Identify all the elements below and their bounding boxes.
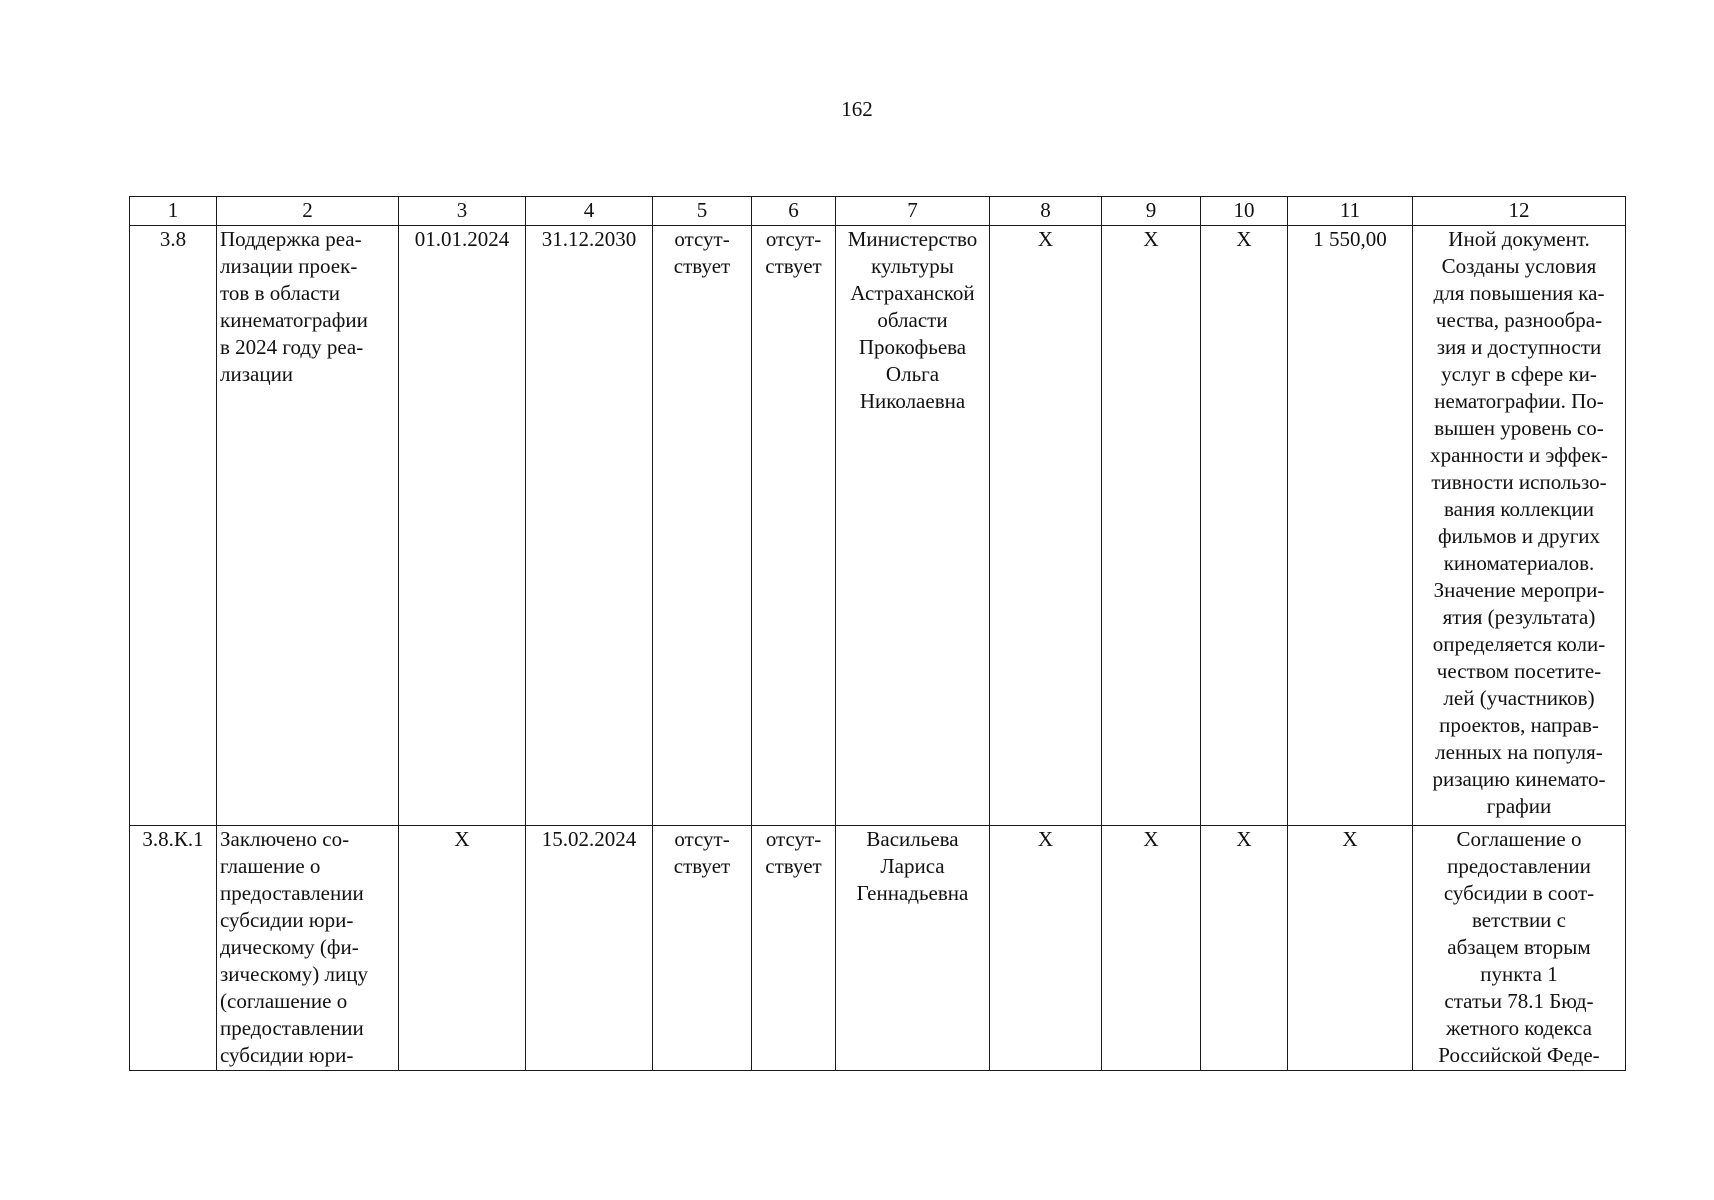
text-line: зическому) лицу xyxy=(220,962,368,986)
text-line: хранности и эффек- xyxy=(1430,443,1608,467)
start-date: X xyxy=(399,826,526,1071)
text-line: субсидии юри- xyxy=(220,1043,354,1067)
end-date: 31.12.2030 xyxy=(526,226,653,826)
text-line: глашение о xyxy=(220,854,321,878)
text-line: услуг в сфере ки- xyxy=(1441,362,1597,386)
result-description xyxy=(1413,826,1626,1071)
start-date: 01.01.2024 xyxy=(399,226,526,826)
text-line: ленных на популя- xyxy=(1435,740,1603,764)
text-line: ствует xyxy=(673,854,731,878)
column-6-value xyxy=(752,826,836,1071)
text-line: Николаевна xyxy=(859,389,966,413)
funding-amount: X xyxy=(1288,826,1413,1071)
text-line: Значение меропри- xyxy=(1433,578,1605,602)
measure-name xyxy=(217,226,399,826)
measures-table xyxy=(129,196,1626,1071)
text-line: Ольга xyxy=(885,362,940,386)
text-line: Министерство xyxy=(847,227,978,251)
column-8-value: X xyxy=(990,226,1102,826)
text-line: зия и доступности xyxy=(1436,335,1602,359)
text-line: отсут- xyxy=(765,227,822,251)
text-line: Российской Феде- xyxy=(1438,1043,1600,1067)
col-header-11: 11 xyxy=(1288,197,1413,226)
text-line: ствует xyxy=(765,854,822,878)
text-line: культуры xyxy=(871,254,954,278)
col-header-8: 8 xyxy=(990,197,1102,226)
col-header-10: 10 xyxy=(1201,197,1288,226)
text-line: определяется коли- xyxy=(1432,632,1606,656)
text-line: нематографии. По- xyxy=(1434,389,1604,413)
row-number: 3.8 xyxy=(130,226,217,826)
text-line: предоставлении xyxy=(1447,854,1591,878)
col-header-5: 5 xyxy=(653,197,752,226)
text-line: ствует xyxy=(765,254,822,278)
text-line: Иной документ. xyxy=(1448,227,1590,251)
text-line: субсидии в соот- xyxy=(1443,881,1595,905)
text-line: предоставлении xyxy=(220,1016,364,1040)
text-line: Лариса xyxy=(880,854,945,878)
text-line: вышен уровень со- xyxy=(1434,416,1604,440)
col-header-2: 2 xyxy=(217,197,399,226)
text-line: отсут- xyxy=(765,827,822,851)
text-line: предоставлении xyxy=(220,881,364,905)
text-line: статьи 78.1 Бюд- xyxy=(1444,989,1594,1013)
text-line: Заключено со- xyxy=(220,827,350,851)
header-row xyxy=(130,197,1626,226)
table-row xyxy=(130,826,1626,1071)
text-line: Астраханской xyxy=(850,281,975,305)
text-line: чества, разнообра- xyxy=(1435,308,1603,332)
col-header-9: 9 xyxy=(1102,197,1201,226)
text-line: графии xyxy=(1486,794,1552,818)
text-line: киноматериалов. xyxy=(1443,551,1595,575)
row-number: 3.8.К.1 xyxy=(130,826,217,1071)
text-line: субсидии юри- xyxy=(220,908,354,932)
text-line: тов в области xyxy=(220,281,340,305)
text-line: ветствии с xyxy=(1471,908,1566,932)
text-line: фильмов и других xyxy=(1437,524,1601,548)
text-line: ризацию кинемато- xyxy=(1432,767,1606,791)
text-line: Васильева xyxy=(866,827,959,851)
text-line: лей (участников) xyxy=(1443,686,1595,710)
column-9-value: X xyxy=(1102,826,1201,1071)
table-row xyxy=(130,226,1626,826)
responsible-party xyxy=(836,226,990,826)
col-header-4: 4 xyxy=(526,197,653,226)
col-header-7: 7 xyxy=(836,197,990,226)
text-line: абзацем вторым xyxy=(1447,935,1591,959)
funding-amount: 1 550,00 xyxy=(1288,226,1413,826)
col-header-1: 1 xyxy=(130,197,217,226)
text-line: Поддержка реа- xyxy=(220,227,362,251)
end-date: 15.02.2024 xyxy=(526,826,653,1071)
col-header-6: 6 xyxy=(752,197,836,226)
text-line: ствует xyxy=(673,254,731,278)
text-line: дическому (фи- xyxy=(220,935,359,959)
text-line: ятия (результата) xyxy=(1442,605,1596,629)
column-5-value xyxy=(653,226,752,826)
column-9-value: X xyxy=(1102,226,1201,826)
text-line: вания коллекции xyxy=(1444,497,1594,521)
text-line: отсут- xyxy=(674,227,730,251)
col-header-3: 3 xyxy=(399,197,526,226)
text-line: пункта 1 xyxy=(1480,962,1558,986)
column-10-value: X xyxy=(1201,226,1288,826)
column-10-value: X xyxy=(1201,826,1288,1071)
text-line: в 2024 году реа- xyxy=(220,335,364,359)
col-header-12: 12 xyxy=(1413,197,1626,226)
result-description xyxy=(1413,226,1626,826)
column-8-value: X xyxy=(990,826,1102,1071)
text-line: чеством посетите- xyxy=(1436,659,1602,683)
text-line: Соглашение о xyxy=(1456,827,1582,851)
column-6-value xyxy=(752,226,836,826)
page-number: 162 xyxy=(841,97,873,121)
text-line: лизации xyxy=(220,362,294,386)
text-line: Созданы условия xyxy=(1441,254,1597,278)
text-line: проектов, направ- xyxy=(1439,713,1599,737)
measure-name xyxy=(217,826,399,1071)
responsible-party xyxy=(836,826,990,1071)
text-line: жетного кодекса xyxy=(1446,1016,1592,1040)
text-line: области xyxy=(877,308,948,332)
text-line: кинематографии xyxy=(220,308,368,332)
text-line: тивности использо- xyxy=(1431,470,1607,494)
text-line: отсут- xyxy=(674,827,730,851)
text-line: для повышения ка- xyxy=(1433,281,1605,305)
text-line: лизации проек- xyxy=(220,254,358,278)
text-line: (соглашение о xyxy=(220,989,348,1013)
column-5-value xyxy=(653,826,752,1071)
text-line: Прокофьева xyxy=(858,335,967,359)
text-line: Геннадьевна xyxy=(856,881,969,905)
